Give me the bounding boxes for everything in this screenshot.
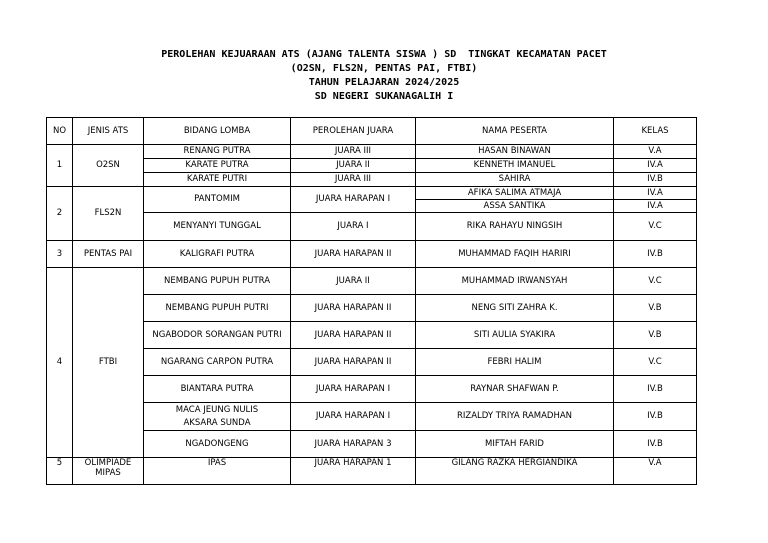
group-jenis: FLS2N — [73, 187, 144, 241]
cell-juara: JUARA HARAPAN 1 — [291, 458, 416, 485]
table-row — [47, 403, 697, 431]
cell-juara: JUARA HARAPAN II — [291, 295, 416, 322]
cell-nama: AFIKA SALIMA ATMAJA — [416, 187, 614, 200]
cell-bidang: NGABODOR SORANGAN PUTRI — [144, 322, 291, 349]
cell-kelas: IV.B — [614, 173, 697, 187]
cell-kelas: IV.A — [614, 159, 697, 173]
cell-bidang: NGADONGENG — [144, 431, 291, 458]
heading-line-1: PEROLEHAN KEJUARAAN ATS (AJANG TALENTA SISWA ) SD TINGKAT KECAMATAN PACET — [161, 49, 607, 60]
cell-juara: JUARA HARAPAN 3 — [291, 431, 416, 458]
cell-bidang: KALIGRAFI PUTRA — [144, 241, 291, 268]
group-number: 3 — [47, 241, 73, 268]
group-number: 4 — [47, 268, 73, 458]
cell-nama: GILANG RAZKA HERGIANDIKA — [416, 458, 614, 485]
cell-kelas: V.C — [614, 349, 697, 376]
cell-bidang: KARATE PUTRI — [144, 173, 291, 187]
group-number: 5 — [47, 458, 73, 485]
cell-bidang: NGARANG CARPON PUTRA — [144, 349, 291, 376]
document-heading — [0, 48, 768, 104]
cell-juara: JUARA HARAPAN II — [291, 241, 416, 268]
cell-kelas: V.B — [614, 295, 697, 322]
cell-juara: JUARA HARAPAN II — [291, 322, 416, 349]
cell-kelas: IV.B — [614, 376, 697, 403]
header-perolehan-juara: PEROLEHAN JUARA — [291, 118, 416, 145]
table-row — [47, 145, 697, 159]
cell-bidang: IPAS — [144, 458, 291, 485]
cell-nama: MUHAMMAD FAQIH HARIRI — [416, 241, 614, 268]
table-row — [47, 213, 697, 241]
cell-juara: JUARA HARAPAN I — [291, 376, 416, 403]
header-jenis-ats: JENIS ATS — [73, 118, 144, 145]
table-row — [47, 349, 697, 376]
cell-nama: MUHAMMAD IRWANSYAH — [416, 268, 614, 295]
cell-kelas: V.B — [614, 322, 697, 349]
cell-kelas: V.C — [614, 268, 697, 295]
cell-juara: JUARA II — [291, 159, 416, 173]
header-kelas: KELAS — [614, 118, 697, 145]
cell-nama: MIFTAH FARID — [416, 431, 614, 458]
cell-juara: JUARA III — [291, 145, 416, 159]
table-row — [47, 187, 697, 200]
cell-bidang: MENYANYI TUNGGAL — [144, 213, 291, 241]
header-no: NO — [47, 118, 73, 145]
cell-kelas: IV.A — [614, 200, 697, 213]
cell-kelas: V.A — [614, 458, 697, 485]
cell-nama: NENG SITI ZAHRA K. — [416, 295, 614, 322]
cell-juara: JUARA I — [291, 213, 416, 241]
group-jenis: FTBI — [73, 268, 144, 458]
table-row — [47, 241, 697, 268]
cell-nama: KENNETH IMANUEL — [416, 159, 614, 173]
table-row — [47, 159, 697, 173]
heading-line-4: SD NEGERI SUKANAGALIH I — [314, 91, 454, 102]
group-jenis: OLIMPIADE MIPAS — [73, 458, 144, 485]
cell-kelas: V.C — [614, 213, 697, 241]
cell-bidang: RENANG PUTRA — [144, 145, 291, 159]
heading-line-2: (O2SN, FLS2N, PENTAS PAI, FTBI) — [290, 63, 478, 74]
table-header-row — [47, 118, 697, 145]
cell-bidang: BIANTARA PUTRA — [144, 376, 291, 403]
cell-juara: JUARA HARAPAN I — [291, 403, 416, 431]
cell-bidang: MACA JEUNG NULIS AKSARA SUNDA — [144, 403, 291, 431]
cell-kelas: IV.A — [614, 187, 697, 200]
cell-kelas: IV.B — [614, 431, 697, 458]
cell-juara: JUARA HARAPAN I — [291, 187, 416, 213]
table-row — [47, 376, 697, 403]
group-number: 1 — [47, 145, 73, 187]
cell-kelas: IV.B — [614, 403, 697, 431]
cell-juara: JUARA II — [291, 268, 416, 295]
group-jenis: O2SN — [73, 145, 144, 187]
results-table — [46, 117, 697, 485]
cell-juara: JUARA HARAPAN II — [291, 349, 416, 376]
cell-nama: SAHIRA — [416, 173, 614, 187]
header-nama-peserta: NAMA PESERTA — [416, 118, 614, 145]
cell-kelas: V.A — [614, 145, 697, 159]
cell-nama: RIKA RAHAYU NINGSIH — [416, 213, 614, 241]
cell-nama: ASSA SANTIKA — [416, 200, 614, 213]
cell-bidang: KARATE PUTRA — [144, 159, 291, 173]
table-row — [47, 322, 697, 349]
cell-nama: RIZALDY TRIYA RAMADHAN — [416, 403, 614, 431]
table-row — [47, 295, 697, 322]
cell-nama: RAYNAR SHAFWAN P. — [416, 376, 614, 403]
table-row — [47, 431, 697, 458]
cell-nama: FEBRI HALIM — [416, 349, 614, 376]
table-row — [47, 268, 697, 295]
cell-bidang: PANTOMIM — [144, 187, 291, 213]
cell-kelas: IV.B — [614, 241, 697, 268]
header-bidang-lomba: BIDANG LOMBA — [144, 118, 291, 145]
cell-bidang: NEMBANG PUPUH PUTRA — [144, 268, 291, 295]
cell-nama: SITI AULIA SYAKIRA — [416, 322, 614, 349]
group-jenis: PENTAS PAI — [73, 241, 144, 268]
cell-juara: JUARA III — [291, 173, 416, 187]
cell-nama: HASAN BINAWAN — [416, 145, 614, 159]
cell-bidang: NEMBANG PUPUH PUTRI — [144, 295, 291, 322]
heading-line-3: TAHUN PELAJARAN 2024/2025 — [308, 77, 460, 88]
group-number: 2 — [47, 187, 73, 241]
table-row — [47, 173, 697, 187]
table-row — [47, 458, 697, 485]
